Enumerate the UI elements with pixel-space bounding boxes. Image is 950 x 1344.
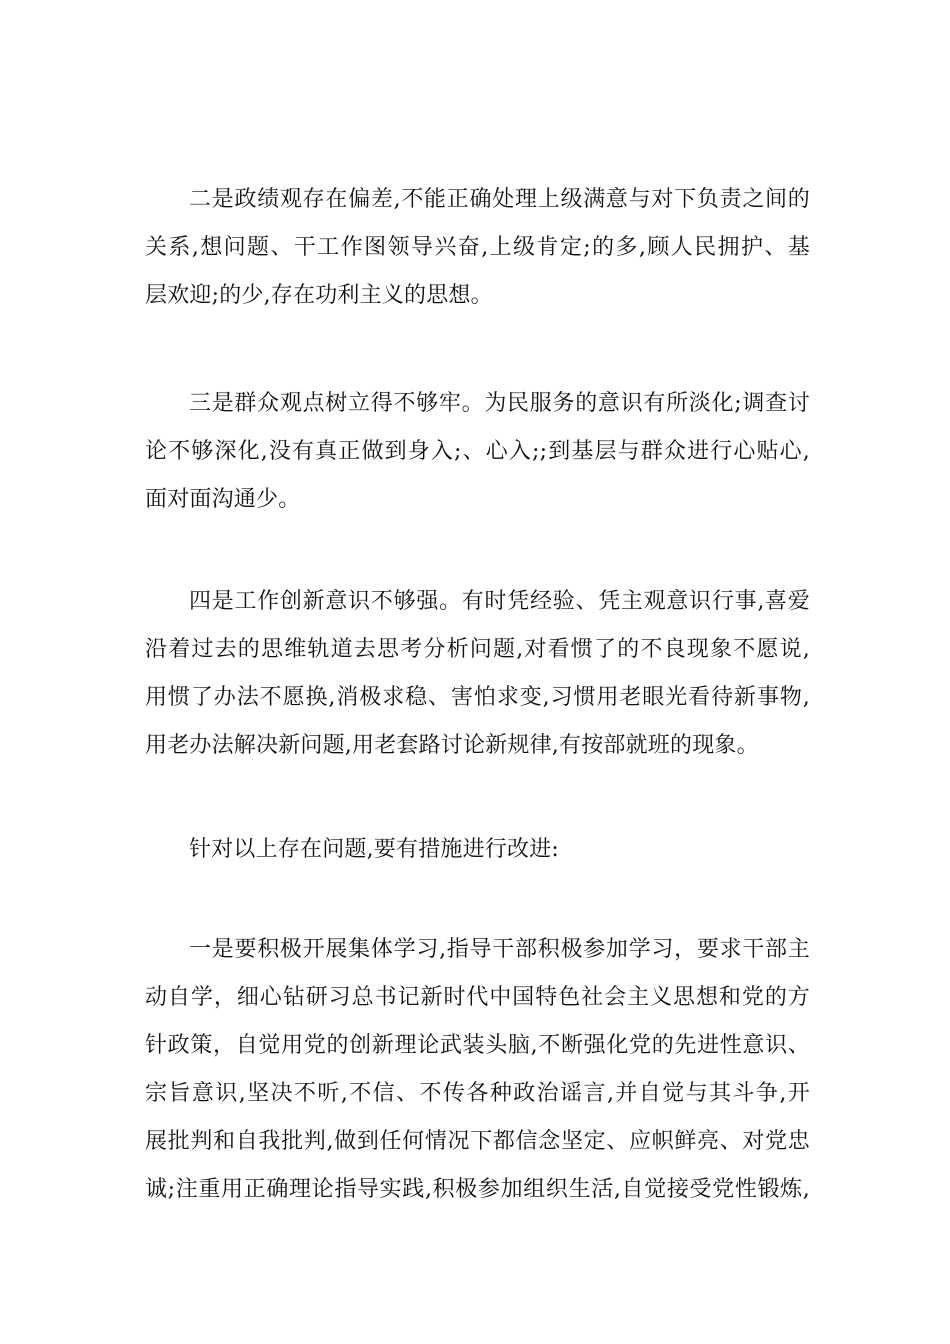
paragraph-line: 展批判和自我批判,做到任何情况下都信念坚定、应帜鲜亮、对党忠: [145, 1129, 810, 1154]
paragraph-line: 针对以上存在问题,要有措施进行改进:: [189, 837, 560, 862]
paragraph-line: 用老办法解决新问题,用老套路讨论新规律,有按部就班的现象。: [145, 733, 759, 758]
paragraph-line: 动自学，细心钻研习总书记新时代中国特色社会主义思想和党的方: [145, 985, 810, 1010]
paragraph-line: 面对面沟通少。: [145, 487, 301, 512]
paragraph-line: 四是工作创新意识不够强。有时凭经验、凭主观意识行事,喜爱: [189, 589, 810, 614]
paragraph-line: 沿着过去的思维轨道去思考分析问题,对看惯了的不良现象不愿说,: [145, 637, 810, 662]
paragraph-mass-viewpoint: [145, 380, 810, 524]
paragraph-line: 宗旨意识,坚决不听,不信、不传各种政治谣言,并自觉与其斗争,开: [145, 1081, 810, 1106]
paragraph-line: 论不够深化,没有真正做到身入;、心入;;到基层与群众进行心贴心,: [145, 439, 810, 464]
paragraph-improvement-intro: [145, 826, 810, 874]
paragraph-line: 二是政绩观存在偏差,不能正确处理上级满意与对下负责之间的: [189, 187, 810, 212]
paragraph-line: 关系,想问题、干工作图领导兴奋,上级肯定;的多,顾人民拥护、基: [145, 235, 810, 260]
paragraph-line: 针政策，自觉用党的创新理论武装头脑,不断强化党的先进性意识、: [145, 1033, 810, 1058]
paragraph-line: 用惯了办法不愿换,消极求稳、害怕求变,习惯用老眼光看待新事物,: [145, 685, 810, 710]
paragraph-political-performance: [145, 176, 810, 320]
paragraph-innovation: [145, 578, 810, 770]
paragraph-line: 三是群众观点树立得不够牢。为民服务的意识有所淡化;调查讨: [189, 391, 810, 416]
paragraph-line: 层欢迎;的少,存在功利主义的思想。: [145, 283, 493, 308]
paragraph-collective-study: [145, 926, 810, 1214]
paragraph-line: 一是要积极开展集体学习,指导干部积极参加学习，要求干部主: [189, 937, 810, 962]
paragraph-line: 诚;注重用正确理论指导实践,积极参加组织生活,自觉接受党性锻炼,: [145, 1177, 810, 1202]
